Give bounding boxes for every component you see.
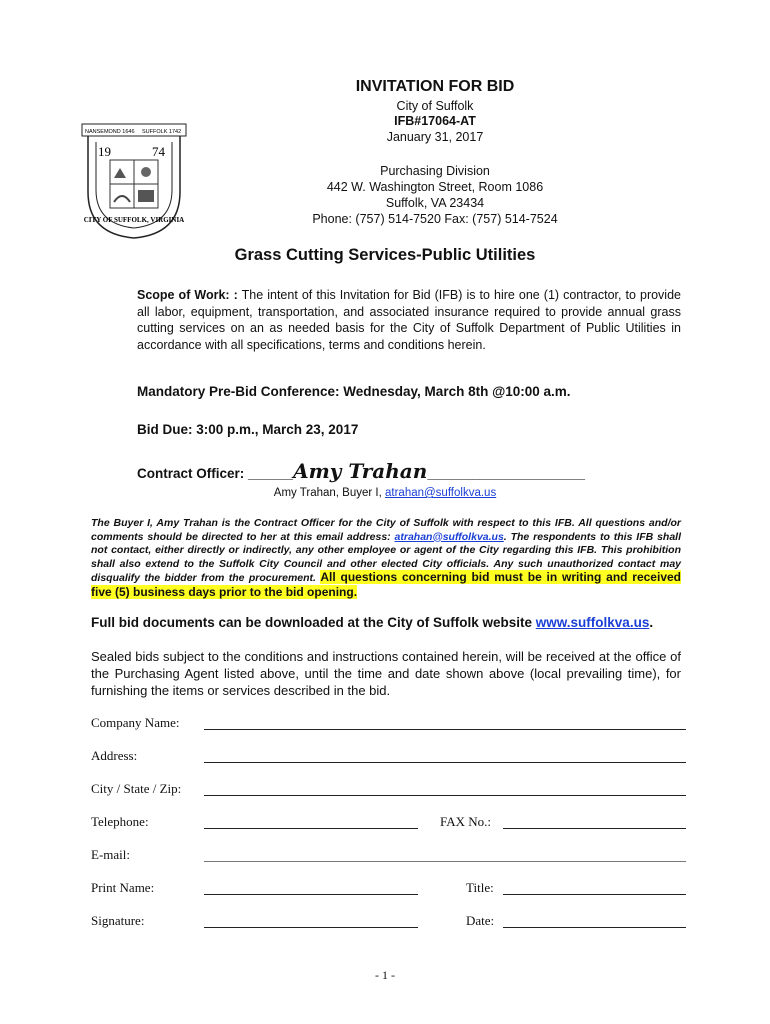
scope-of-work (137, 287, 681, 353)
seal-ring-text: CITY OF SUFFOLK, VIRGINIA (83, 216, 185, 224)
company-name-label: Company Name: (91, 715, 180, 730)
page-number: - 1 - (375, 968, 395, 982)
title-label: Title: (466, 880, 494, 895)
notice-text-part2: . The respondents to this IFB shall not contact, either directly or indirectly, any other employee or agent of the City regarding this IFB. This prohibition shall also extend to the Suffolk City Council and other elected City officials. Any such unauthorized contact may disqualify the bidder from the procurement. (91, 530, 681, 584)
header-address-line1: 442 W. Washington Street, Room 1086 (326, 180, 544, 194)
email-label: E-mail: (91, 847, 130, 862)
header-city: City of Suffolk (396, 99, 474, 113)
download-end: . (649, 615, 654, 630)
telephone-label: Telephone: (91, 814, 149, 829)
header-ifb-number: IFB#17064-AT (394, 114, 476, 128)
contract-officer-blank-lead: ______ (248, 466, 294, 481)
title-field[interactable] (503, 894, 686, 895)
contact-notice (91, 517, 681, 600)
print-name-field[interactable] (204, 894, 418, 895)
print-name-label: Print Name: (91, 880, 155, 895)
contract-officer-name-title: Amy Trahan, Buyer I, (273, 487, 385, 499)
fax-label: FAX No.: (440, 814, 492, 829)
document-title: INVITATION FOR BID (355, 78, 515, 95)
seal-top-left-text: NANSEMOND 1646 (85, 129, 135, 135)
prebid-conference: Mandatory Pre-Bid Conference: Wednesday, March 8th @10:00 a.m. (137, 384, 571, 399)
signature-field[interactable] (204, 927, 418, 928)
header-address-line2: Suffolk, VA 23434 (385, 196, 485, 210)
email-field[interactable] (204, 861, 686, 862)
seal-year-left: 19 (98, 144, 111, 159)
download-line (91, 615, 653, 630)
contract-officer-line (137, 459, 585, 483)
seal-top-right-text: SUFFOLK 1742 (142, 129, 182, 135)
notice-email-link[interactable]: atrahan@suffolkva.us (394, 530, 504, 543)
telephone-field[interactable] (204, 828, 418, 829)
contract-officer-blank-trail: _____________________ (427, 466, 585, 481)
contract-officer-email-link[interactable]: atrahan@suffolkva.us (385, 487, 497, 499)
contract-officer-signature: Amy Trahan (293, 459, 428, 483)
date-label: Date: (466, 913, 495, 928)
city-state-zip-field[interactable] (204, 795, 686, 796)
date-field[interactable] (503, 927, 686, 928)
city-state-zip-label: City / State / Zip: (91, 781, 182, 796)
download-text: Full bid documents can be downloaded at the City of Suffolk website (91, 615, 536, 630)
project-title: Grass Cutting Services-Public Utilities (234, 246, 536, 264)
sealed-bids-paragraph: Sealed bids subject to the conditions and instructions contained herein, will be received at the office of the Purchasing Agent listed above, until the time and date shown above (local prevailing time), for furnishing the items or services described in the bid. (91, 649, 681, 698)
company-name-field[interactable] (204, 729, 686, 730)
seal-year-right: 74 (152, 144, 165, 159)
contract-officer-label: Contract Officer: (137, 466, 249, 481)
fax-field[interactable] (503, 828, 686, 829)
contract-officer-subline (0, 487, 770, 499)
notice-highlight: All questions concerning bid must be in writing and received five (5) business days prior to the bid opening. (91, 570, 681, 599)
scope-label: Scope of Work: : (137, 288, 238, 302)
header-phone-fax: Phone: (757) 514-7520 Fax: (757) 514-7524 (312, 212, 558, 226)
address-field[interactable] (204, 762, 686, 763)
website-link[interactable]: www.suffolkva.us (535, 615, 650, 630)
header-division: Purchasing Division (380, 164, 490, 178)
header-date: January 31, 2017 (386, 130, 484, 144)
notice-text-part1: The Buyer I, Amy Trahan is the Contract Officer for the City of Suffolk with respect to this IFB. All questions and/or comments should be directed to her at this email address: (91, 517, 681, 543)
address-label: Address: (91, 748, 138, 763)
signature-label: Signature: (91, 913, 145, 928)
bid-due: Bid Due: 3:00 p.m., March 23, 2017 (137, 422, 359, 437)
scope-text: The intent of this Invitation for Bid (IFB) is to hire one (1) contractor, to provide all labor, equipment, transportation, and associated insurance required to provide annual grass cutting services on an as needed basis for the City of Suffolk Department of Public Utilities in accordance with all specifications, terms and conditions herein. (137, 288, 681, 352)
